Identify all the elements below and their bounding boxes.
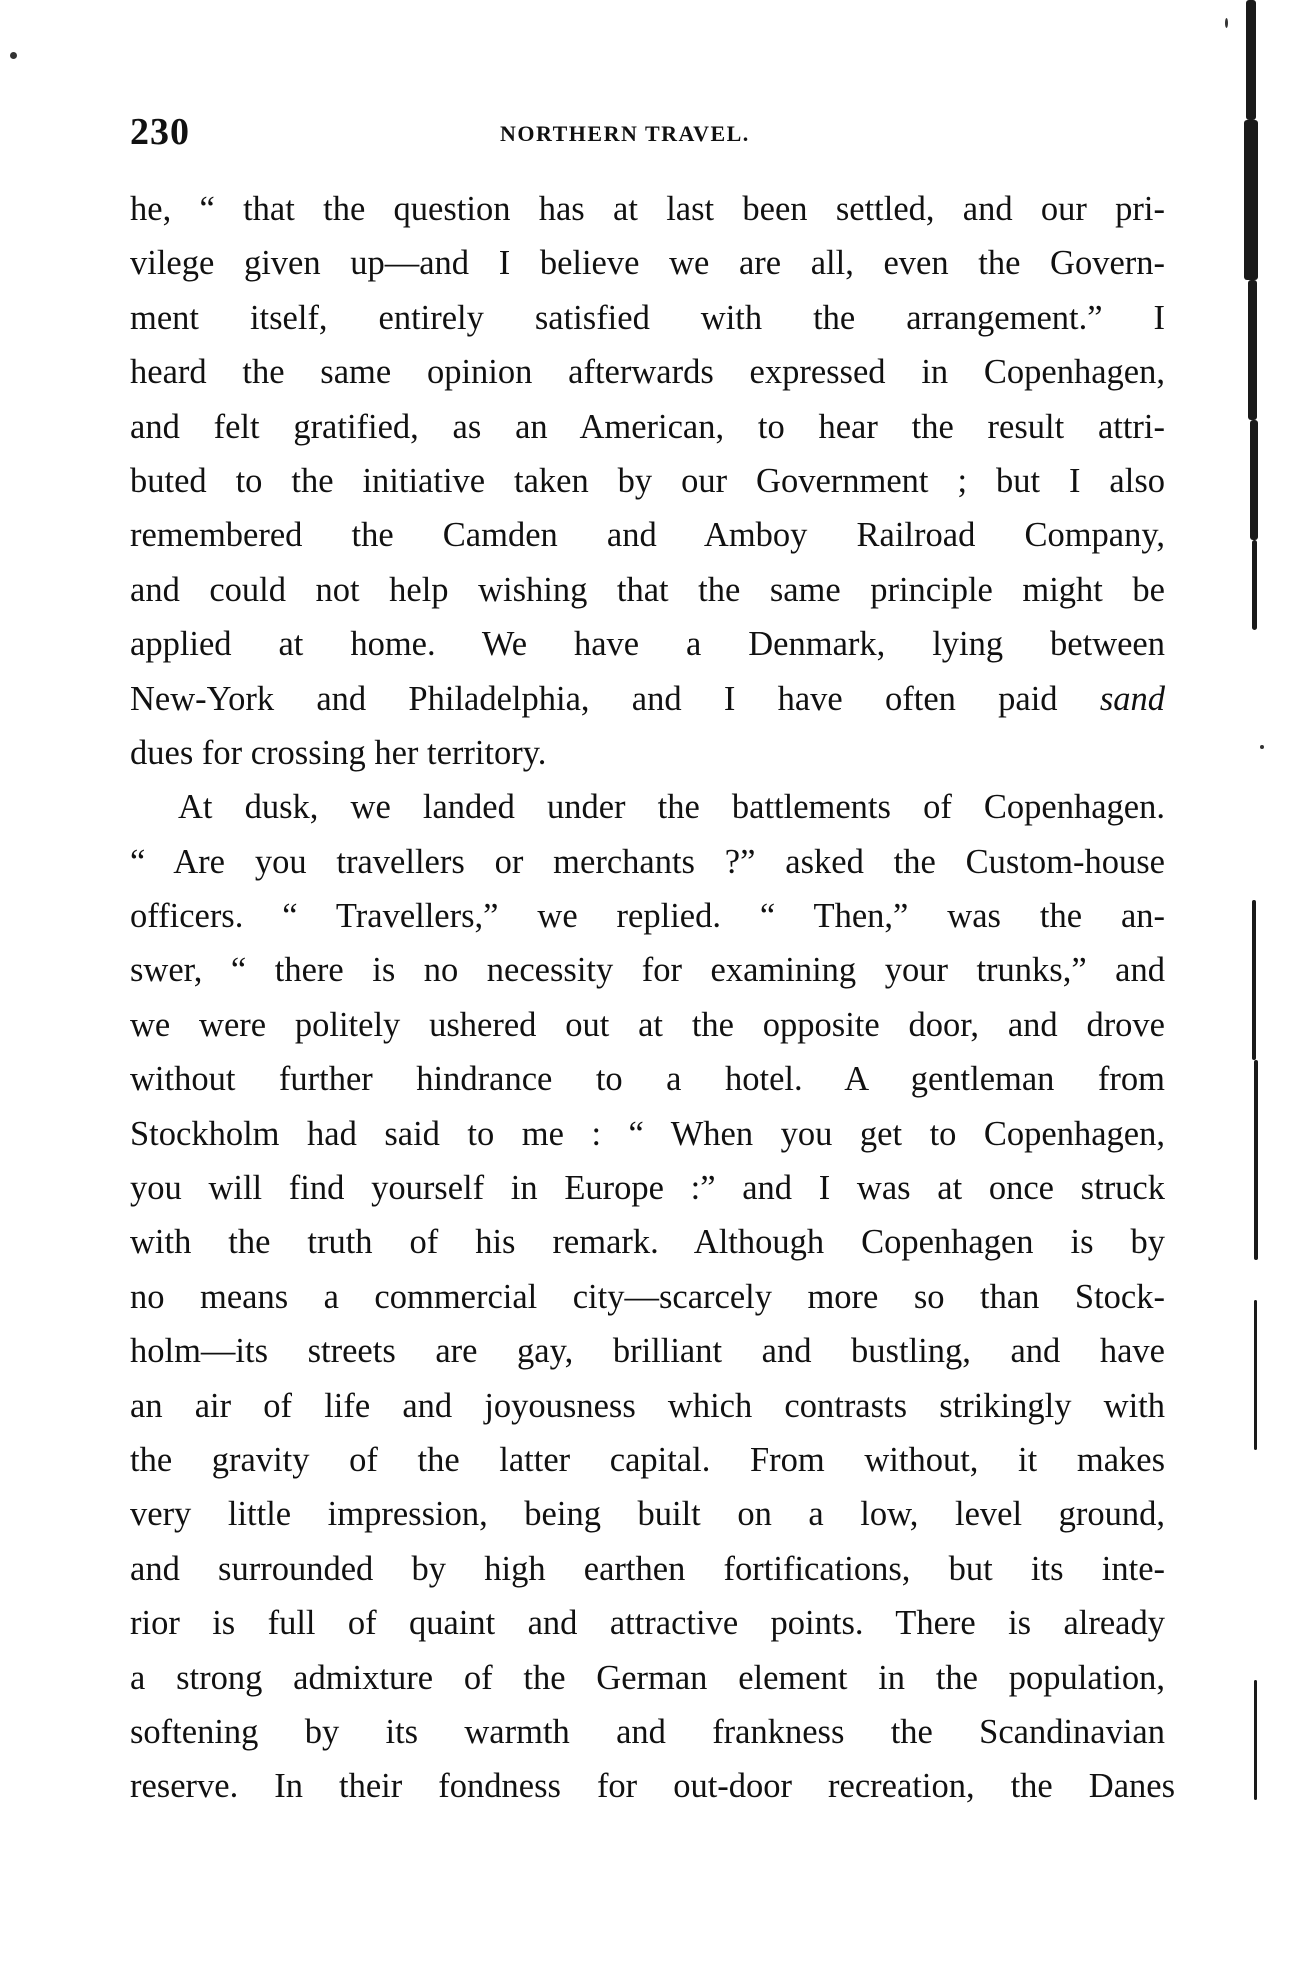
text-line: vilege given up—and I believe we are all, even the Govern- (130, 244, 1165, 283)
text-line: the gravity of the latter capital. From without, it makes (130, 1440, 1165, 1479)
text-segment: New-York and Philadelphia, and I have often paid (130, 679, 1100, 718)
text-line: buted to the initiative taken by our Government ; but I also (130, 461, 1165, 500)
text-line: and felt gratified, as an American, to hear the result attri- (130, 407, 1165, 446)
text-line: very little impression, being built on a low, level ground, (130, 1495, 1165, 1534)
text-line: “ Are you travellers or merchants ?” asked the Custom-house (130, 842, 1165, 881)
text-line: ment itself, entirely satisfied with the arrangement.” I (130, 298, 1165, 337)
scan-speck (10, 52, 17, 59)
text-line: no means a commercial city—scarcely more so than Stock- (130, 1277, 1165, 1316)
body-text (130, 182, 1175, 1814)
italic-word: sand (1099, 679, 1165, 718)
text-line: heard the same opinion afterwards expressed in Copenhagen, (130, 353, 1165, 392)
text-line (130, 672, 1165, 726)
text-line: and could not help wishing that the same principle might be (130, 570, 1165, 609)
text-line: softening by its warmth and frankness the Scandinavian (130, 1712, 1165, 1751)
text-line: At dusk, we landed under the battlements of Copenhagen. (178, 788, 1165, 827)
running-title: NORTHERN TRAVEL. (500, 121, 750, 146)
text-line: he, “ that the question has at last been settled, and our pri- (130, 190, 1165, 228)
page-header (130, 110, 1165, 160)
text-line: with the truth of his remark. Although Copenhagen is by (130, 1223, 1165, 1262)
text-line: reserve. In their fondness for out-door recreation, the Danes (130, 1767, 1175, 1806)
text-line: we were politely ushered out at the opposite door, and drove (130, 1005, 1165, 1044)
text-line: applied at home. We have a Denmark, lying between (130, 625, 1165, 664)
text-line: swer, “ there is no necessity for examining your trunks,” and (130, 951, 1165, 990)
text-line: dues for crossing her territory. (130, 733, 547, 772)
text-line: Stockholm had said to me : “ When you get to Copenhagen, (130, 1114, 1165, 1153)
text-line: holm—its streets are gay, brilliant and bustling, and have (130, 1332, 1165, 1371)
page-number: 230 (130, 111, 190, 153)
text-line: an air of life and joyousness which contrasts strikingly with (130, 1386, 1165, 1425)
scan-speck (1260, 745, 1264, 749)
scan-binding-edge (1238, 0, 1266, 1969)
text-line: a strong admixture of the German element in the population, (130, 1658, 1165, 1697)
scan-speck (1225, 18, 1228, 28)
text-line: without further hindrance to a hotel. A gentleman from (130, 1060, 1165, 1099)
text-line: rior is full of quaint and attractive points. There is already (130, 1604, 1165, 1643)
text-line: and surrounded by high earthen fortifications, but its inte- (130, 1549, 1165, 1588)
text-line: remembered the Camden and Amboy Railroad Company, (130, 516, 1165, 555)
text-line: officers. “ Travellers,” we replied. “ Then,” was the an- (130, 897, 1165, 936)
text-line: you will find yourself in Europe :” and I was at once struck (130, 1169, 1165, 1208)
